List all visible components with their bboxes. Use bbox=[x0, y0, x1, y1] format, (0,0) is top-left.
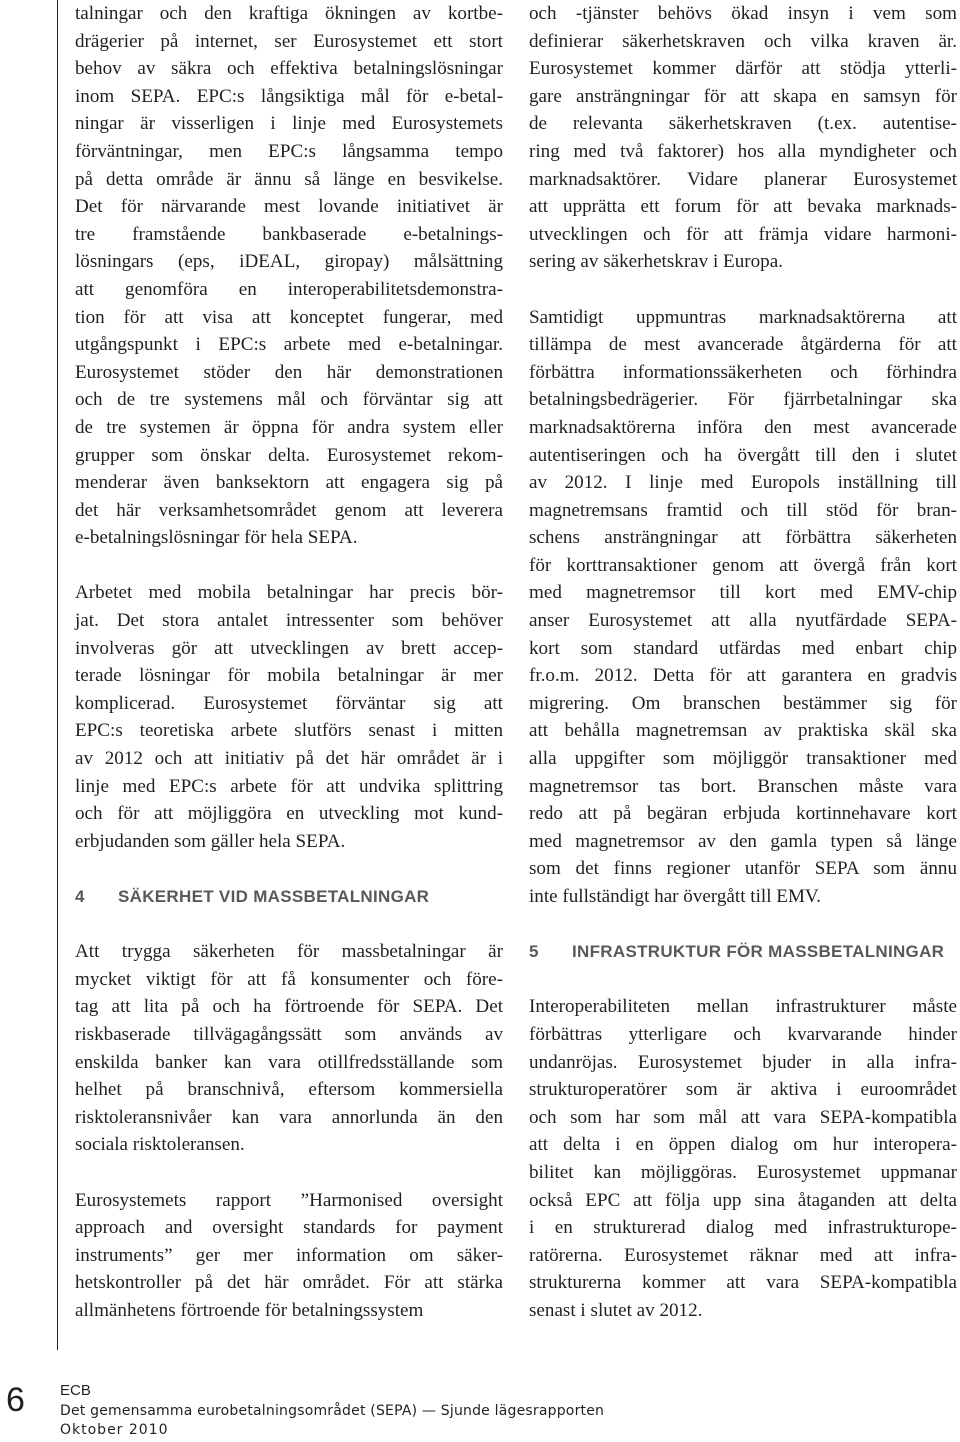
text-line: strukturerna kommer att vara SEPA-kompatibla bbox=[529, 1272, 957, 1294]
text-line: approach and oversight standards for payment bbox=[75, 1217, 503, 1239]
text-line: migrering. Om branschen bestämmer sig för bbox=[529, 692, 957, 714]
footer-org: ECB bbox=[60, 1382, 91, 1399]
text-line: betalningsbedrägerier. För fjärrbetalningar ska bbox=[529, 389, 957, 411]
text-line: ratörerna. Eurosystemet räknar med att infra- bbox=[529, 1244, 957, 1266]
text-line: kort som standard utfärdas med enbart chip bbox=[529, 637, 957, 659]
left-paragraph-3 bbox=[75, 938, 503, 1159]
text-line: terade lösningar för mobila betalningar är mer bbox=[75, 665, 503, 687]
text-line: med magnetremsor av den gamla typen så länge bbox=[529, 830, 957, 852]
text-line: av 2012. I linje med Europols inställning till bbox=[529, 472, 957, 494]
section-5-number: 5 bbox=[529, 942, 539, 962]
text-line: jat. Det stora antalet intressenter som behöver bbox=[75, 610, 503, 632]
text-line: erbjudanden som gäller hela SEPA. bbox=[75, 830, 346, 852]
text-line: schens ansträngningar att förbättra säkerheten bbox=[529, 527, 957, 549]
text-line: Arbetet med mobila betalningar har precis bör- bbox=[75, 582, 503, 604]
text-line: inte fullständigt har övergått till EMV. bbox=[529, 886, 822, 907]
text-line: förväntningar, men EPC:s långsamma tempo bbox=[75, 140, 503, 162]
text-line: i en strukturerad dialog med infrastrukturope- bbox=[529, 1217, 957, 1239]
text-line: komplicerad. Eurosystemet förväntar sig att bbox=[75, 692, 503, 714]
left-column bbox=[75, 0, 503, 1325]
text-line: undanröjas. Eurosystemet bjuder in alla infra- bbox=[529, 1051, 957, 1073]
text-line: Det för närvarande mest lovande initiativet är bbox=[75, 196, 503, 218]
left-paragraph-4 bbox=[75, 1187, 503, 1325]
text-line: Eurosystemet stöder den här demonstrationen bbox=[75, 361, 503, 383]
text-line: magnetremsans framtid och till stöd för bran- bbox=[529, 499, 957, 521]
text-line: riskbaserade tillvägagångssätt som används av bbox=[75, 1023, 503, 1045]
text-line: Eurosystemet kommer därför att stödja ytterli- bbox=[529, 58, 957, 80]
text-line: instruments” ger mer information om säker- bbox=[75, 1244, 503, 1266]
text-line: marknadsaktörer. Vidare planerar Eurosystemet bbox=[529, 168, 957, 190]
text-line: tag att lita på och ha förtroende för SEPA. Det bbox=[75, 996, 503, 1018]
text-line: Eurosystemets rapport ”Harmonised oversight bbox=[75, 1189, 503, 1211]
text-line: och för att möjliggöra en utveckling mot kund- bbox=[75, 803, 503, 825]
text-line: redo att på begäran erbjuda kortinnehavare kort bbox=[529, 803, 957, 825]
text-line: definierar säkerhetskraven och vilka kraven är. bbox=[529, 30, 957, 52]
text-line: gare ansträngningar för att skapa en samsyn för bbox=[529, 85, 957, 107]
text-line: helhet på branschnivå, eftersom kommersiella bbox=[75, 1079, 503, 1101]
text-line: linje med EPC:s arbete för att undvika splittring bbox=[75, 775, 503, 797]
text-line: och som har som mål att vara SEPA-kompatibla bbox=[529, 1106, 957, 1128]
text-line: och -tjänster behövs ökad insyn i vem som bbox=[529, 3, 957, 24]
section-4-title: SÄKERHET VID MASSBETALNINGAR bbox=[118, 887, 430, 906]
text-line: enskilda banker kan vara otillfredsställande som bbox=[75, 1051, 503, 1073]
text-line: och de tre systemens mål och förväntar sig att bbox=[75, 389, 503, 411]
left-paragraph-1 bbox=[75, 0, 503, 552]
text-line: för korttransaktioner genom att övergå från kort bbox=[529, 554, 957, 576]
text-line: magnetremsor tas bort. Branschen måste vara bbox=[529, 775, 957, 797]
text-line: på detta område är ännu så länge en besvikelse. bbox=[75, 168, 503, 190]
right-paragraph-2 bbox=[529, 304, 957, 911]
text-line: hetskontroller på det här området. För att stärka bbox=[75, 1272, 503, 1294]
text-line: av 2012 och att initiativ på det här området är i bbox=[75, 748, 503, 770]
footer-date: Oktober 2010 bbox=[60, 1422, 169, 1438]
text-line: också EPC att följa upp sina åtaganden att delta bbox=[529, 1189, 957, 1211]
text-line: involveras gör att utvecklingen av brett accep- bbox=[75, 637, 503, 659]
text-line: autentiseringen och ha övergått till den i slutet bbox=[529, 444, 957, 466]
text-line: strukturoperatörer som är aktiva i euroområdet bbox=[529, 1079, 957, 1101]
text-line: ring med två faktorer) hos alla myndigheter och bbox=[529, 140, 957, 162]
text-line: att upprätta ett forum för att bevaka marknads- bbox=[529, 196, 957, 218]
text-line: marknadsaktörerna införa den mest avancerade bbox=[529, 416, 957, 438]
text-line: senast i slutet av 2012. bbox=[529, 1299, 703, 1321]
page-number: 6 bbox=[6, 1381, 25, 1419]
text-line: risktoleransnivåer kan vara annorlunda än den bbox=[75, 1106, 503, 1128]
text-line: sering av säkerhetskrav i Europa. bbox=[529, 251, 783, 273]
text-line: ningar är visserligen i linje med Eurosystemets bbox=[75, 113, 503, 135]
text-line: menderar även banksektorn att engagera sig på bbox=[75, 472, 503, 494]
text-line: Interoperabiliteten mellan infrastrukturer måste bbox=[529, 996, 957, 1018]
text-line: talningar och den kraftiga ökningen av kortbe- bbox=[75, 3, 503, 24]
text-line: inom SEPA. EPC:s långsiktiga mål för e-betal- bbox=[75, 85, 503, 107]
text-line: anser Eurosystemet att alla nyutfärdade SEPA- bbox=[529, 610, 957, 632]
text-line: fr.o.m. 2012. Detta för att garantera en gradvis bbox=[529, 665, 957, 687]
text-line: utvecklingen och för att främja vidare harmoni- bbox=[529, 223, 957, 245]
text-line: utgångspunkt i EPC:s arbete med e-betalningar. bbox=[75, 334, 503, 356]
footer-report-title: Det gemensamma eurobetalningsområdet (SEPA) — Sjunde lägesrapporten bbox=[60, 1403, 605, 1419]
text-line: med magnetremsor till kort med EMV-chip bbox=[529, 582, 957, 604]
text-line: allmänhetens förtroende för betalningssystem bbox=[75, 1299, 424, 1321]
text-line: drägerier på internet, ser Eurosystemet ett stort bbox=[75, 30, 503, 52]
text-line: lösningars (eps, iDEAL, giropay) målsättning bbox=[75, 251, 503, 273]
text-line: tillämpa de mest avancerade åtgärderna för att bbox=[529, 334, 957, 356]
text-line: behov av säkra och effektiva betalningslösningar bbox=[75, 58, 503, 80]
text-line: de tre systemen är öppna för andra system eller bbox=[75, 416, 503, 438]
right-paragraph-1 bbox=[529, 0, 957, 276]
text-line: EPC:s teoretiska arbete slutförs senast i mitten bbox=[75, 720, 503, 742]
section-4-heading bbox=[75, 883, 503, 911]
text-line: förbättra informationssäkerheten och förhindra bbox=[529, 361, 957, 383]
margin-rule bbox=[57, 0, 58, 1350]
left-paragraph-2 bbox=[75, 579, 503, 855]
right-column bbox=[529, 0, 957, 1325]
text-line: som det finns regioner utanför SEPA som ännu bbox=[529, 858, 957, 880]
text-line: alla uppgifter som möjliggör transaktioner med bbox=[529, 748, 957, 770]
text-line: de relevanta säkerhetskraven (t.ex. autentise- bbox=[529, 113, 957, 135]
text-line: Samtidigt uppmuntras marknadsaktörerna att bbox=[529, 306, 957, 328]
section-5-title: INFRASTRUKTUR FÖR MASSBETALNINGAR bbox=[572, 942, 945, 962]
text-line: tre framstående bankbaserade e-betalnings- bbox=[75, 223, 503, 245]
right-paragraph-3 bbox=[529, 993, 957, 1324]
text-line: att genomföra en interoperabilitetsdemonstra- bbox=[75, 278, 503, 300]
section-5-heading bbox=[529, 938, 957, 966]
text-line: förbättras ytterligare och kvarvarande hinder bbox=[529, 1023, 957, 1045]
text-line: tion för att visa att konceptet fungerar, med bbox=[75, 306, 503, 328]
section-4-number: 4 bbox=[75, 887, 85, 906]
text-line: att delta i en öppen dialog om hur interopera- bbox=[529, 1134, 957, 1156]
text-line: det här verksamhetsområdet genom att leverera bbox=[75, 499, 503, 521]
text-line: Att trygga säkerheten för massbetalningar är bbox=[75, 941, 503, 963]
text-line: sociala risktoleransen. bbox=[75, 1134, 245, 1156]
text-line: att behålla magnetremsan av praktiska skäl ska bbox=[529, 720, 957, 742]
text-line: grupper som önskar delta. Eurosystemet rekom- bbox=[75, 444, 503, 466]
text-line: e-betalningslösningar för hela SEPA. bbox=[75, 527, 358, 549]
text-line: mycket viktigt för att få konsumenter och före- bbox=[75, 968, 503, 990]
text-line: bilitet kan möjliggöras. Eurosystemet uppmanar bbox=[529, 1161, 957, 1183]
